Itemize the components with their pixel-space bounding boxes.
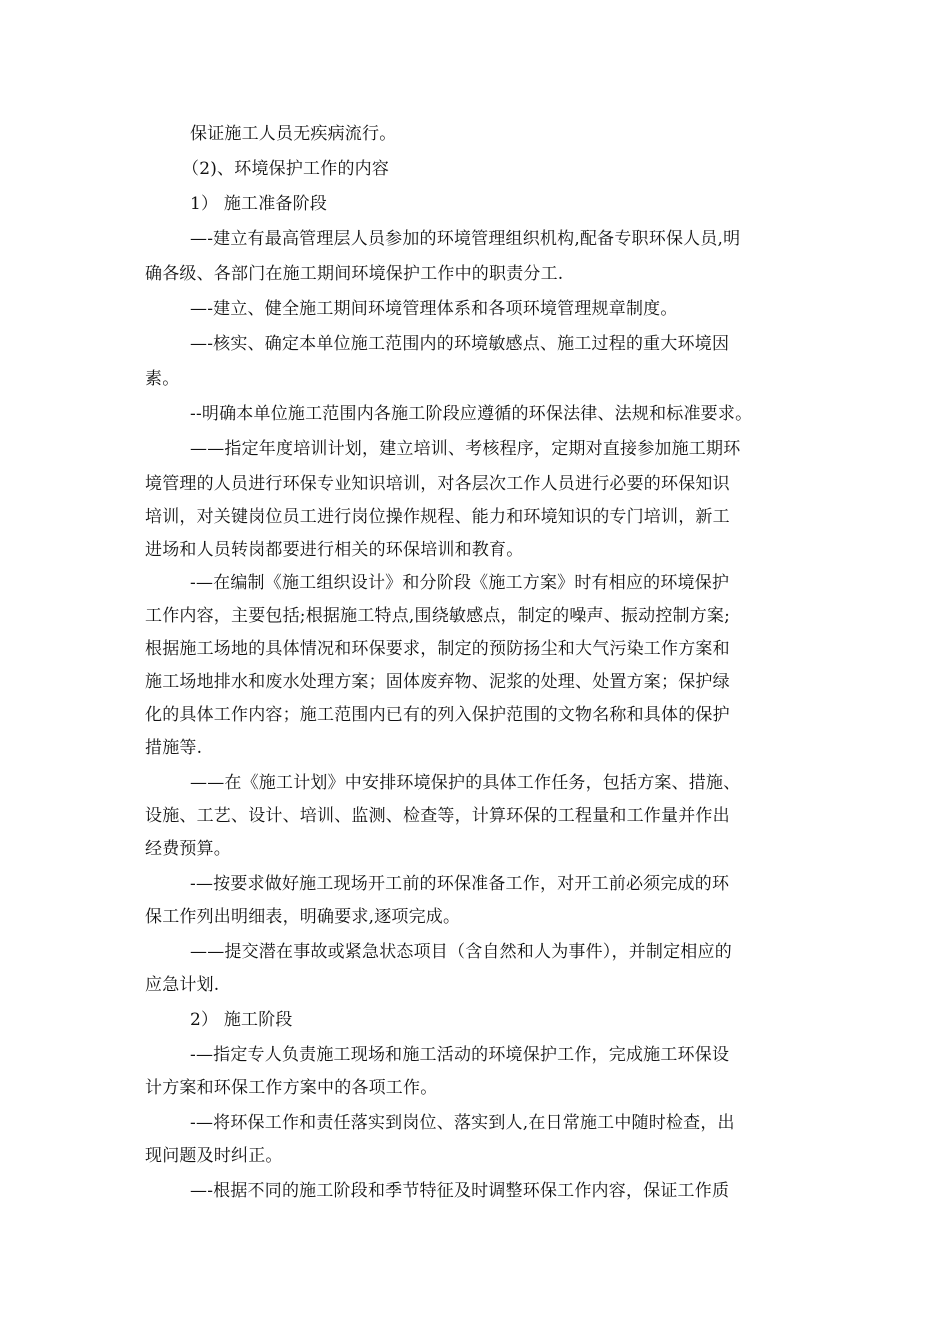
text-line: 施工场地排水和废水处理方案；固体废弃物、泥浆的处理、处置方案；保护绿 — [145, 672, 730, 692]
text-line: -—在编制《施工组织设计》和分阶段《施工方案》时有相应的环境保护 — [190, 573, 730, 593]
text-line: 根据施工场地的具体情况和环保要求，制定的预防扬尘和大气污染工作方案和 — [145, 639, 730, 659]
text-line: --明确本单位施工范围内各施工阶段应遵循的环保法律、法规和标准要求。 — [190, 404, 753, 424]
text-line: 确各级、各部门在施工期间环境保护工作中的职责分工. — [145, 264, 564, 284]
text-line: ——指定年度培训计划，建立培训、考核程序，定期对直接参加施工期环 — [190, 439, 741, 459]
subsection-heading: 1） 施工准备阶段 — [190, 194, 328, 214]
text-line: —-核实、确定本单位施工范围内的环境敏感点、施工过程的重大环境因 — [190, 334, 730, 354]
text-line: 保工作列出明细表，明确要求,逐项完成。 — [145, 907, 461, 927]
text-line: 现问题及时纠正。 — [145, 1146, 283, 1166]
text-line: ——提交潜在事故或紧急状态项目（含自然和人为事件），并制定相应的 — [190, 942, 732, 962]
text-line: 培训，对关键岗位员工进行岗位操作规程、能力和环境知识的专门培训，新工 — [145, 507, 730, 527]
text-line: 化的具体工作内容；施工范围内已有的列入保护范围的文物名称和具体的保护 — [145, 705, 730, 725]
text-line: 措施等. — [145, 738, 203, 758]
text-line: 应急计划. — [145, 975, 220, 995]
text-line: 素。 — [145, 369, 180, 389]
text-line: 境管理的人员进行环保专业知识培训，对各层次工作人员进行必要的环保知识 — [145, 474, 730, 494]
text-line: -—指定专人负责施工现场和施工活动的环境保护工作，完成施工环保设 — [190, 1045, 730, 1065]
text-line: 保证施工人员无疾病流行。 — [190, 124, 397, 144]
text-line: 工作内容，主要包括;根据施工特点,围绕敏感点，制定的噪声、振动控制方案; — [145, 606, 731, 626]
text-line: 经费预算。 — [145, 839, 231, 859]
text-line: 进场和人员转岗都要进行相关的环保培训和教育。 — [145, 540, 524, 560]
text-line: ——在《施工计划》中安排环境保护的具体工作任务，包括方案、措施、 — [190, 773, 741, 793]
text-line: -—按要求做好施工现场开工前的环保准备工作，对开工前必须完成的环 — [190, 874, 730, 894]
text-line: —-根据不同的施工阶段和季节特征及时调整环保工作内容，保证工作质 — [190, 1181, 730, 1201]
section-heading: （2)、环境保护工作的内容 — [182, 159, 390, 179]
text-line: 计方案和环保工作方案中的各项工作。 — [145, 1078, 438, 1098]
text-line: -—将环保工作和责任落实到岗位、落实到人,在日常施工中随时检查，出 — [190, 1113, 735, 1133]
text-line: —-建立、健全施工期间环境管理体系和各项环境管理规章制度。 — [190, 299, 678, 319]
text-line: —-建立有最高管理层人员参加的环境管理组织机构,配备专职环保人员,明 — [190, 229, 741, 249]
text-line: 设施、工艺、设计、培训、监测、检查等，计算环保的工程量和工作量并作出 — [145, 806, 730, 826]
subsection-heading: 2） 施工阶段 — [190, 1010, 293, 1030]
